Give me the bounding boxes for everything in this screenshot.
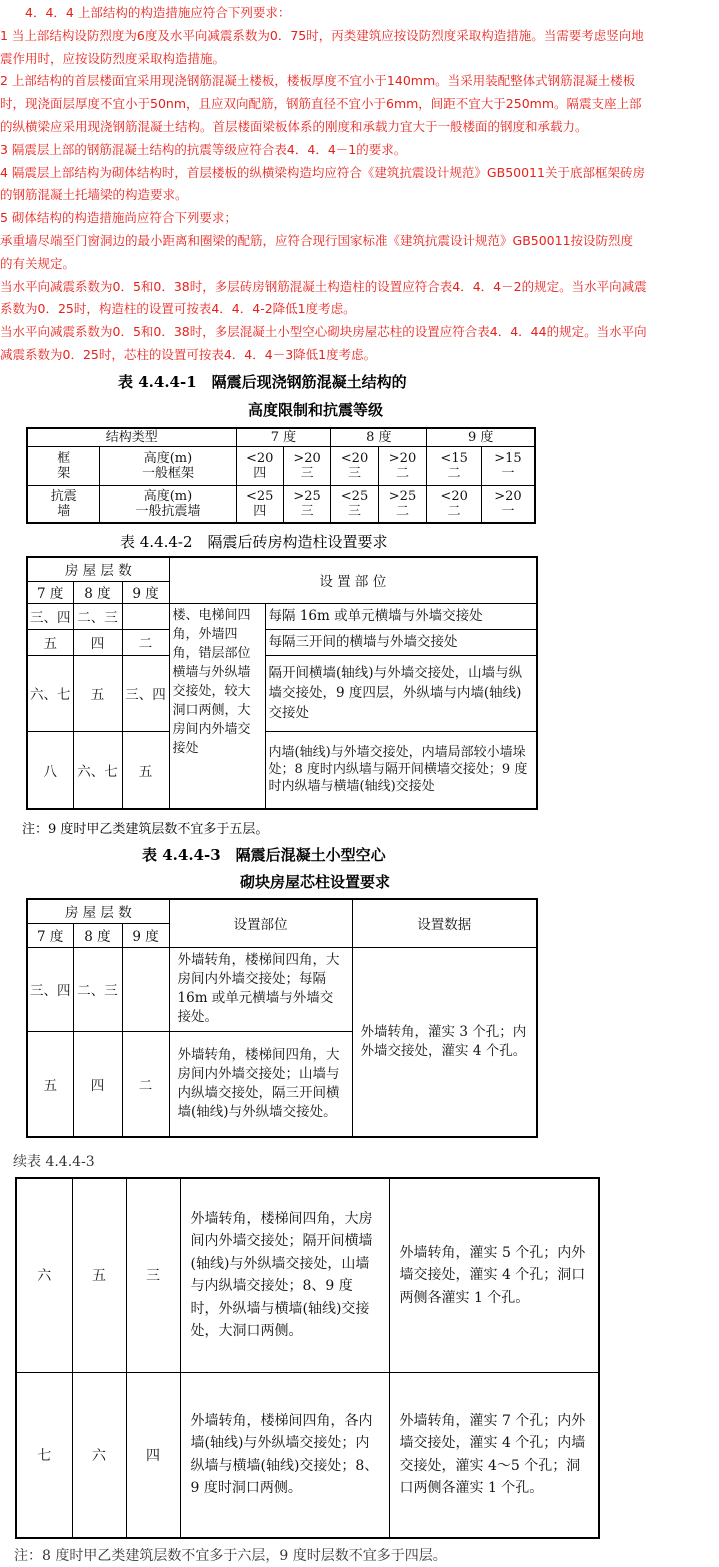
header-floors: 房 屋 层 数 <box>27 557 169 581</box>
table-cell: 六 <box>72 1372 126 1538</box>
table-cell: >25 三 <box>283 485 330 523</box>
table-cell: 外墙转角，灌实 3 个孔；内外墙交接处，灌实 4 个孔。 <box>352 947 537 1137</box>
paragraph: 的钢筋混凝土托墙梁的构造要求。 <box>0 187 188 203</box>
header-degree-7: 7 度 <box>27 581 73 603</box>
table-cell: 三 <box>126 1178 180 1372</box>
paragraph: 当水平向减震系数为0．5和0．38时，多层砖房钢筋混凝土构造柱的设置应符合表4．4．4－2的规定。当水平向减震 <box>0 278 647 294</box>
paragraph: 1 当上部结构设防烈度为6度及水平向减震系数为0．75时，丙类建筑应按设防烈度采取构造措施。当需要考虑竖向地 <box>0 27 644 43</box>
table-cell <box>122 947 169 1031</box>
header-floors: 房 屋 层 数 <box>27 899 169 923</box>
header-degree-9: 9 度 <box>122 923 169 947</box>
table-cell: 七 <box>16 1372 72 1538</box>
paragraph: 时，现浇面层厚度不宜小于50nm，且应双向配筋，钢筋直径不宜小于6mm，间距不宜大于250mm。隔震支座上部 <box>0 96 642 112</box>
table4 <box>15 1177 600 1539</box>
table-cell: 八 <box>27 731 73 809</box>
table1-title: 表 4.4.4-1 隔震后现浇钢筋混凝土结构的 <box>118 373 407 391</box>
table-cell: 外墙转角，楼梯间四角，大房间内外墙交接处；每隔 16m 或单元横墙与外墙交接处。 <box>169 947 352 1031</box>
table-cell: 五 <box>73 655 122 731</box>
row-label-frame: 框 架 <box>27 446 100 485</box>
table-cell: 二、三 <box>73 603 122 629</box>
row-sub-frame: 高度(m) 一般框架 <box>100 446 236 485</box>
header-degree-8: 8 度 <box>73 581 122 603</box>
paragraph: 当水平向减震系数为0．5和0．38时，多层混凝土小型空心砌块房屋芯柱的设置应符合表4．4．44的规定。当水平向 <box>0 324 647 340</box>
table3-title-line2: 砌块房屋芯柱设置要求 <box>240 873 391 891</box>
header-degree-8: 8 度 <box>331 428 427 446</box>
row-sub-wall: 高度(m) 一般抗震墙 <box>100 485 236 523</box>
table-cell: <20 二 <box>427 485 482 523</box>
table-cell: 二 <box>122 1031 169 1137</box>
table-cell: 三、四 <box>122 655 169 731</box>
table-cell: >20 一 <box>481 485 535 523</box>
table-cell: 二、三 <box>73 947 122 1031</box>
paragraph: 的有关规定。 <box>0 255 76 271</box>
table-cell: 外墙转角，楼梯间四角，大房间内外墙交接处；隔开间横墙(轴线)与外纵墙交接处，山墙与内纵墙交接处；8、9 度时，外纵墙与横墙(轴线)交接处，大洞口两侧。 <box>180 1178 389 1372</box>
table-cell: 每隔三开间的横墙与外墙交接处 <box>265 629 537 655</box>
paragraph: 系数为0．25时，构造柱的设置可按表4．4．4-2降低1度考虑。 <box>0 301 356 317</box>
table-cell: 外墙转角，灌实 7 个孔；内外墙交接处，灌实 4 个孔；内墙交接处，灌实 4～5 个孔；洞口两侧各灌实 1 个孔。 <box>389 1372 599 1538</box>
table-cell: >15 一 <box>481 446 535 485</box>
table2-note: 注：9 度时甲乙类建筑层数不宜多于五层。 <box>22 822 269 837</box>
table-cell: <20 三 <box>331 446 378 485</box>
table-cell: 内墙(轴线)与外墙交接处，内墙局部较小墙垛处；8 度时内纵墙与隔开间横墙交接处；9 度时内纵墙与横墙(轴线)交接处 <box>265 731 537 809</box>
row-label-wall: 抗震 墙 <box>27 485 100 523</box>
table-cell: 外墙转角，楼梯间四角，大房间内外墙交接处；山墙与内纵墙交接处，隔三开间横墙(轴线)与外纵墙交接处。 <box>169 1031 352 1137</box>
table-cell <box>122 603 169 629</box>
table-cell: 四 <box>73 1031 122 1137</box>
paragraph: 4 隔震层上部结构为砌体结构时，首层楼板的纵横梁构造均应符合《建筑抗震设计规范》GB50011关于底部框架砖房 <box>0 164 645 180</box>
header-degree-7: 7 度 <box>27 923 73 947</box>
header-degree-9: 9 度 <box>122 581 169 603</box>
paragraph: 减震系数为0．25时，芯柱的设置可按表4．4．4－3降低1度考虑。 <box>0 346 377 362</box>
paragraph: 5 砌体结构的构造措施尚应符合下列要求； <box>0 210 237 226</box>
table-cell: 四 <box>73 629 122 655</box>
table-cell: 三、四 <box>27 603 73 629</box>
table-cell: 六、七 <box>73 731 122 809</box>
table1-title-line2: 高度限制和抗震等级 <box>248 401 384 419</box>
header-degree-8: 8 度 <box>73 923 122 947</box>
header-structure-type: 结构类型 <box>27 428 236 446</box>
table-cell: <25 三 <box>331 485 378 523</box>
table-cell: 二 <box>122 629 169 655</box>
paragraph: 3 隔震层上部的钢筋混凝土结构的抗震等级应符合表4．4．4－1的要求。 <box>0 141 407 157</box>
table3-title: 表 4.4.4-3 隔震后混凝土小型空心 <box>142 846 386 864</box>
header-position: 设 置 部 位 <box>169 557 537 603</box>
table-cell: 每隔 16m 或单元横墙与外墙交接处 <box>265 603 537 629</box>
table-cell: 外墙转角，楼梯间四角，各内墙(轴线)与外纵墙交接处；内纵墙与横墙(轴线)交接处；8、9 度时洞口两侧。 <box>180 1372 389 1538</box>
paragraph: 4．4．4 上部结构的构造措施应符合下列要求： <box>0 5 291 20</box>
common-position-cell: 楼、电梯间四角，外墙四角，错层部位横墙与外纵墙交接处，较大洞口两侧，大房间内外墙交接处 <box>169 603 265 809</box>
table-cell: 五 <box>27 1031 73 1137</box>
table3 <box>26 898 538 1138</box>
clause-text <box>0 2 719 367</box>
table-cell: 隔开间横墙(轴线)与外墙交接处，山墙与纵墙交接处，9 度四层，外纵墙与内墙(轴线)交接处 <box>265 655 537 731</box>
table-cell: 五 <box>72 1178 126 1372</box>
paragraph: 的纵横梁应采用现浇钢筋混凝土结构。首层楼面梁板体系的刚度和承载力宜大于一般楼面的钢度和承载力。 <box>0 118 588 134</box>
paragraph: 承重墙尽端至门窗洞边的最小距离和圈梁的配筋，应符合现行国家标准《建筑抗震设计规范》GB50011按设防烈度 <box>0 232 634 248</box>
header-data: 设置数据 <box>352 899 537 947</box>
table-cell: >25 二 <box>378 485 427 523</box>
table-cell: >20 二 <box>378 446 427 485</box>
table-cell: <15 二 <box>427 446 482 485</box>
table-cell: 三、四 <box>27 947 73 1031</box>
table2-title: 表 4.4.4-2 隔震后砖房构造柱设置要求 <box>120 533 388 551</box>
table-cell: 六、七 <box>27 655 73 731</box>
table4-title: 续表 4.4.4-3 <box>13 1154 95 1170</box>
table1 <box>26 427 536 524</box>
table4-note: 注：8 度时甲乙类建筑层数不宜多于六层，9 度时层数不宜多于四层。 <box>14 1548 447 1564</box>
table-cell: >20 三 <box>283 446 330 485</box>
table-cell: <25 四 <box>236 485 283 523</box>
table-cell: 五 <box>27 629 73 655</box>
table-cell: 六 <box>16 1178 72 1372</box>
header-degree-7: 7 度 <box>236 428 331 446</box>
table-cell: 四 <box>126 1372 180 1538</box>
table-cell: 外墙转角，灌实 5 个孔；内外墙交接处，灌实 4 个孔；洞口两侧各灌实 1 个孔。 <box>389 1178 599 1372</box>
header-degree-9: 9 度 <box>427 428 535 446</box>
header-position: 设置部位 <box>169 899 352 947</box>
table2 <box>26 556 538 810</box>
table-cell: 五 <box>122 731 169 809</box>
table-cell: <20 四 <box>236 446 283 485</box>
paragraph: 震作用时，应按设防烈度采取构造措施。 <box>0 50 226 66</box>
paragraph: 2 上部结构的首层楼面宜采用现浇钢筋混凝土楼板，楼板厚度不宜小于140mm。当采用装配整体式钢筋混凝土楼板 <box>0 73 636 89</box>
